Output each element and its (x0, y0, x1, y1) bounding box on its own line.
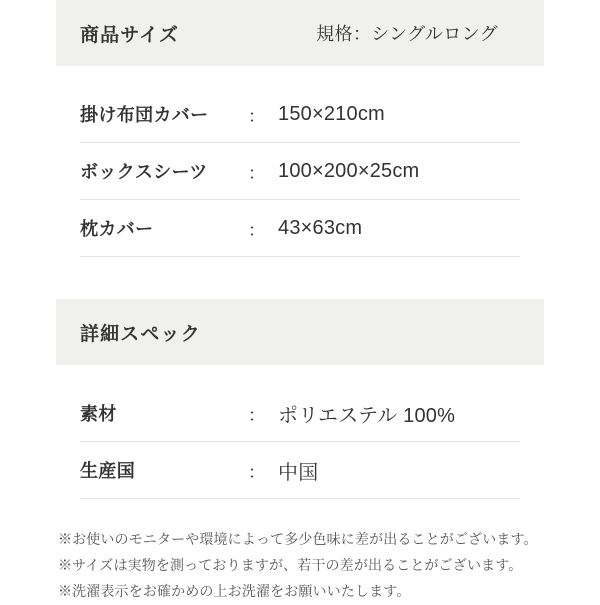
table-row (80, 442, 520, 499)
table-row (80, 143, 520, 200)
spacer (56, 66, 544, 86)
spacer (56, 499, 544, 527)
row-value: 150×210cm (278, 102, 385, 125)
section-title: 商品サイズ (80, 24, 180, 46)
footnote: ※サイズは実物を測っておりますが、若干の差が出ることがございます。 (58, 556, 523, 573)
row-value: 43×63cm (278, 216, 363, 239)
section-header-size (56, 0, 544, 66)
footnotes (56, 527, 544, 605)
row-label: 素材 (80, 404, 117, 424)
spec-rows-detail (56, 385, 544, 499)
row-label: 枕カバー (80, 219, 154, 239)
row-label: ボックスシーツ (80, 162, 208, 182)
row-colon: ： (248, 462, 265, 482)
footnote: ※お使いのモニターや環境によって多少色味に差が出ることがございます。 (58, 531, 538, 547)
row-colon: ： (248, 163, 265, 183)
table-row (80, 200, 520, 257)
spacer (56, 365, 544, 385)
table-row (80, 385, 520, 442)
table-row (80, 86, 520, 143)
section-header-spec (56, 299, 544, 365)
section-title: 詳細スペック (80, 323, 201, 345)
row-colon: ： (248, 106, 265, 126)
spacer (56, 257, 544, 299)
row-label: 生産国 (80, 461, 136, 481)
section-note: 規格：シングルロング (316, 24, 498, 44)
footnote: ※洗濯表示をお確かめの上お洗濯をお願いいたします。 (58, 582, 411, 599)
row-colon: ： (248, 220, 265, 240)
spec-rows-size (56, 86, 544, 257)
row-value: 100×200×25cm (278, 159, 420, 182)
row-label: 掛け布団カバー (80, 105, 209, 125)
row-value: 中国 (278, 461, 319, 484)
row-colon: ： (248, 405, 265, 425)
row-value: ポリエステル 100% (278, 404, 456, 427)
